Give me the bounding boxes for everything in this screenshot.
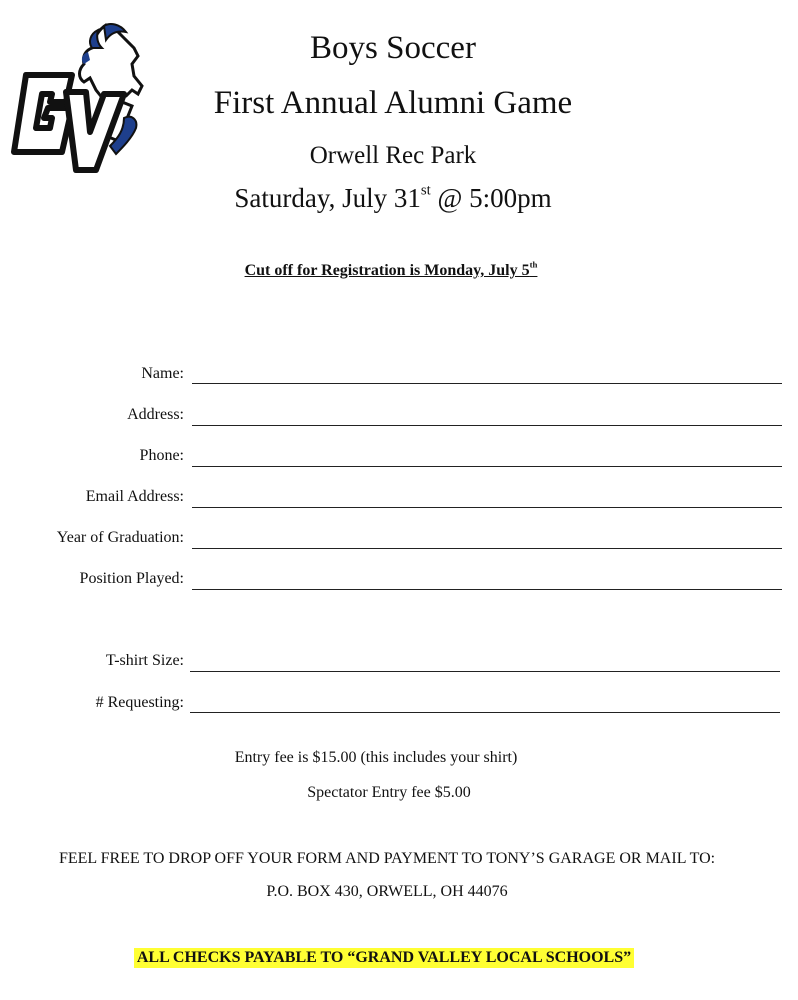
position-field[interactable] [192,589,782,590]
phone-field[interactable] [192,466,782,467]
position-label: Position Played: [79,570,184,587]
address-label: Address: [127,406,184,423]
event-date-suffix: @ 5:00pm [430,183,552,213]
cutoff-text: Cut off for Registration is Monday, July 5 [244,262,530,279]
page-title: Boys Soccer [310,30,476,66]
event-date [0,183,792,214]
drop-off-instructions: FEEL FREE TO DROP OFF YOUR FORM AND PAYMENT TO TONY’S GARAGE OR MAIL TO: [58,850,716,867]
cutoff-sup: th [529,259,538,270]
quantity-label: # Requesting: [95,694,184,711]
registration-cutoff [0,259,790,280]
name-label: Name: [141,365,184,382]
tshirt-size-label: T-shirt Size: [105,652,184,669]
entry-fee: Entry fee is $15.00 (this includes your shirt) [234,749,518,766]
graduation-year-label: Year of Graduation: [56,529,184,546]
page-subtitle: First Annual Alumni Game [213,85,573,121]
email-label: Email Address: [85,488,184,505]
mailing-address: P.O. BOX 430, ORWELL, OH 44076 [266,883,508,900]
event-location: Orwell Rec Park [309,142,477,169]
spectator-fee: Spectator Entry fee $5.00 [307,784,471,801]
payable-highlight: ALL CHECKS PAYABLE TO “GRAND VALLEY LOCAL SCHOOLS” [134,948,634,968]
payable-notice [0,948,798,968]
quantity-field[interactable] [190,712,780,713]
email-field[interactable] [192,507,782,508]
phone-label: Phone: [139,447,184,464]
graduation-year-field[interactable] [192,548,782,549]
tshirt-size-field[interactable] [190,671,780,672]
event-date-prefix: Saturday, July 31 [234,183,421,213]
event-date-sup: st [420,182,431,199]
name-field[interactable] [192,383,782,384]
address-field[interactable] [192,425,782,426]
